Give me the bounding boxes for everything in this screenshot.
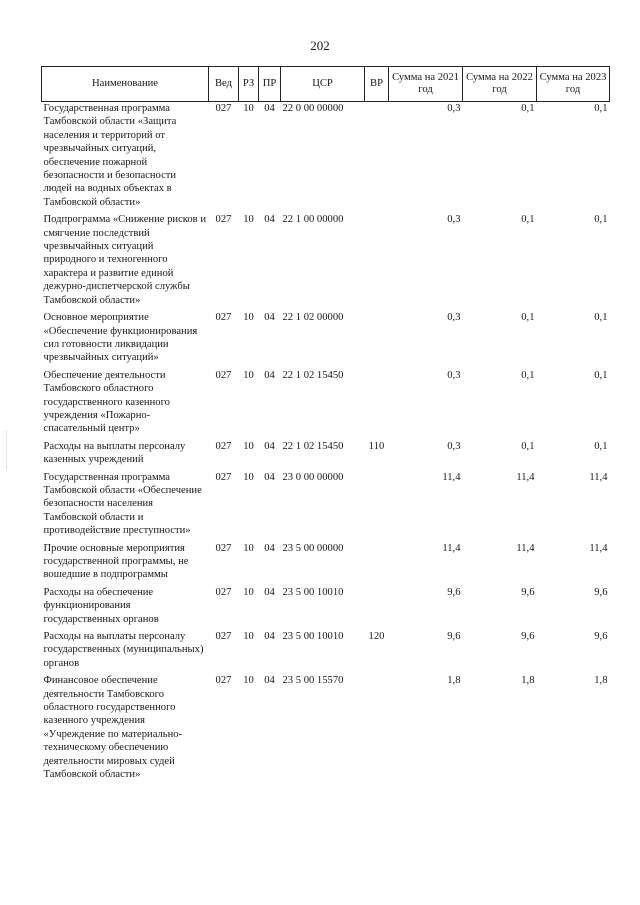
header-vr: ВР: [365, 67, 389, 102]
cell-csr: 22 1 00 00000: [282, 214, 344, 226]
cell-name: Прочие основные мероприятия государственной программы, не вошедшие в подпрограммы: [43, 542, 189, 581]
cell-vr: [365, 102, 389, 214]
cell-sum-2022: 11,4: [516, 542, 535, 554]
cell-rz: 10: [243, 471, 254, 483]
cell-csr: 23 5 00 10010: [282, 586, 344, 598]
header-rz: РЗ: [239, 67, 259, 102]
cell-sum-2022: 0,1: [521, 440, 535, 452]
cell-sum-2023: 9,6: [594, 586, 608, 598]
cell-csr: 22 1 02 00000: [282, 312, 344, 324]
cell-name: Расходы на выплаты персоналу государственных (муниципальных) органов: [43, 631, 204, 669]
table-row: [42, 471, 610, 542]
budget-table: [41, 66, 610, 786]
cell-name: Государственная программа Тамбовской области «Обеспечение безопасности населения Тамбовской области и противодействие преступности»: [43, 471, 202, 537]
cell-ved: 027: [215, 312, 232, 324]
cell-ved: 027: [215, 586, 232, 598]
cell-pr: 04: [264, 369, 275, 381]
cell-rz: 10: [243, 103, 254, 114]
table-row: [42, 102, 610, 214]
table-row: [42, 630, 610, 674]
cell-ved: 027: [215, 369, 232, 381]
cell-csr: 22 0 00 00000: [282, 103, 344, 114]
cell-vr: [365, 369, 389, 440]
cell-name: Расходы на обеспечение функционирования государственных органов: [43, 586, 159, 625]
cell-pr: 04: [264, 103, 275, 114]
table-row: [42, 440, 610, 471]
header-csr: ЦСР: [281, 67, 365, 102]
table-row: [42, 542, 610, 586]
cell-name: Государственная программа Тамбовской области «Защита населения и территорий от чрезвычайных ситуаций, обеспечение пожарной безопасности и безопасности людей на водных объектах в Тамбовской области»: [43, 103, 177, 208]
cell-sum-2023: 0,1: [594, 440, 608, 452]
cell-pr: 04: [264, 542, 275, 554]
cell-sum-2023: 11,4: [589, 542, 608, 554]
cell-csr: 23 0 00 00000: [282, 471, 344, 483]
cell-rz: 10: [243, 214, 254, 226]
cell-rz: 10: [243, 586, 254, 598]
cell-sum-2022: 0,1: [521, 103, 535, 114]
cell-sum-2021: 11,4: [442, 471, 461, 483]
cell-sum-2021: 9,6: [447, 631, 461, 643]
cell-csr: 22 1 02 15450: [282, 369, 344, 381]
header-sum-2023: Сумма на 2023 год: [537, 67, 610, 102]
cell-sum-2023: 0,1: [594, 103, 608, 114]
cell-vr: [365, 311, 389, 369]
cell-sum-2021: 9,6: [447, 586, 461, 598]
cell-rz: 10: [243, 440, 254, 452]
cell-sum-2023: 0,1: [594, 214, 608, 226]
cell-name: Основное мероприятие «Обеспечение функционирования сил готовности ликвидации чрезвычайных ситуаций»: [43, 312, 198, 364]
cell-name: Обеспечение деятельности Тамбовского областного государственного казенного учреждения «Пожарно-спасательный центр»: [43, 369, 170, 435]
cell-sum-2022: 11,4: [516, 471, 535, 483]
header-ved: Вед: [209, 67, 239, 102]
cell-sum-2022: 9,6: [521, 631, 535, 643]
cell-csr: 23 5 00 15570: [282, 675, 344, 687]
cell-rz: 10: [243, 675, 254, 687]
cell-pr: 04: [264, 586, 275, 598]
cell-vr: [365, 542, 389, 586]
scan-margin-mark: [6, 430, 7, 470]
cell-vr: [365, 674, 389, 785]
cell-vr: 110: [368, 440, 385, 452]
cell-sum-2022: 0,1: [521, 214, 535, 226]
table-row: [42, 369, 610, 440]
cell-ved: 027: [215, 631, 232, 643]
cell-sum-2021: 0,3: [447, 440, 461, 452]
table-header: [42, 67, 610, 102]
cell-rz: 10: [243, 631, 254, 643]
table-row: [42, 311, 610, 369]
header-sum-2022: Сумма на 2022 год: [463, 67, 537, 102]
table-row: [42, 213, 610, 311]
cell-sum-2023: 1,8: [594, 675, 608, 687]
cell-sum-2021: 1,8: [447, 675, 461, 687]
header-sum-2021: Сумма на 2021 год: [389, 67, 463, 102]
cell-pr: 04: [264, 440, 275, 452]
cell-ved: 027: [215, 675, 232, 687]
cell-ved: 027: [215, 440, 232, 452]
cell-ved: 027: [215, 103, 232, 114]
table-body: [42, 102, 610, 786]
cell-sum-2021: 11,4: [442, 542, 461, 554]
cell-pr: 04: [264, 631, 275, 643]
cell-ved: 027: [215, 214, 232, 226]
table-row: [42, 674, 610, 785]
table-row: [42, 586, 610, 630]
cell-vr: [365, 586, 389, 630]
header-pr: ПР: [259, 67, 281, 102]
cell-pr: 04: [264, 214, 275, 226]
cell-name: Подпрограмма «Снижение рисков и смягчение последствий чрезвычайных ситуаций природного и техногенного характера и развитие единой дежурно-диспетчерской службы Тамбовской области»: [43, 214, 206, 306]
cell-rz: 10: [243, 312, 254, 324]
cell-vr: [365, 471, 389, 542]
cell-vr: [365, 213, 389, 311]
cell-ved: 027: [215, 542, 232, 554]
cell-sum-2022: 0,1: [521, 369, 535, 381]
cell-pr: 04: [264, 312, 275, 324]
cell-name: Финансовое обеспечение деятельности Тамбовского областного государственного казенного учреждения «Учреждение по материально-техническому обеспечению деятельности мировых судей Тамбовской области»: [43, 675, 183, 781]
cell-name: Расходы на выплаты персоналу казенных учреждений: [43, 440, 186, 466]
cell-csr: 22 1 02 15450: [282, 440, 344, 452]
cell-rz: 10: [243, 542, 254, 554]
cell-sum-2021: 0,3: [447, 312, 461, 324]
cell-sum-2023: 0,1: [594, 369, 608, 381]
cell-sum-2022: 0,1: [521, 312, 535, 324]
cell-ved: 027: [215, 471, 232, 483]
cell-sum-2022: 1,8: [521, 675, 535, 687]
cell-csr: 23 5 00 00000: [282, 542, 344, 554]
cell-sum-2023: 9,6: [594, 631, 608, 643]
cell-sum-2021: 0,3: [447, 103, 461, 114]
cell-rz: 10: [243, 369, 254, 381]
cell-sum-2023: 11,4: [589, 471, 608, 483]
page-number: 202: [310, 38, 330, 53]
cell-sum-2021: 0,3: [447, 369, 461, 381]
cell-pr: 04: [264, 471, 275, 483]
cell-vr: 120: [368, 631, 385, 643]
header-name: Наименование: [42, 67, 209, 102]
cell-sum-2022: 9,6: [521, 586, 535, 598]
cell-pr: 04: [264, 675, 275, 687]
cell-csr: 23 5 00 10010: [282, 631, 344, 643]
cell-sum-2021: 0,3: [447, 214, 461, 226]
cell-sum-2023: 0,1: [594, 312, 608, 324]
